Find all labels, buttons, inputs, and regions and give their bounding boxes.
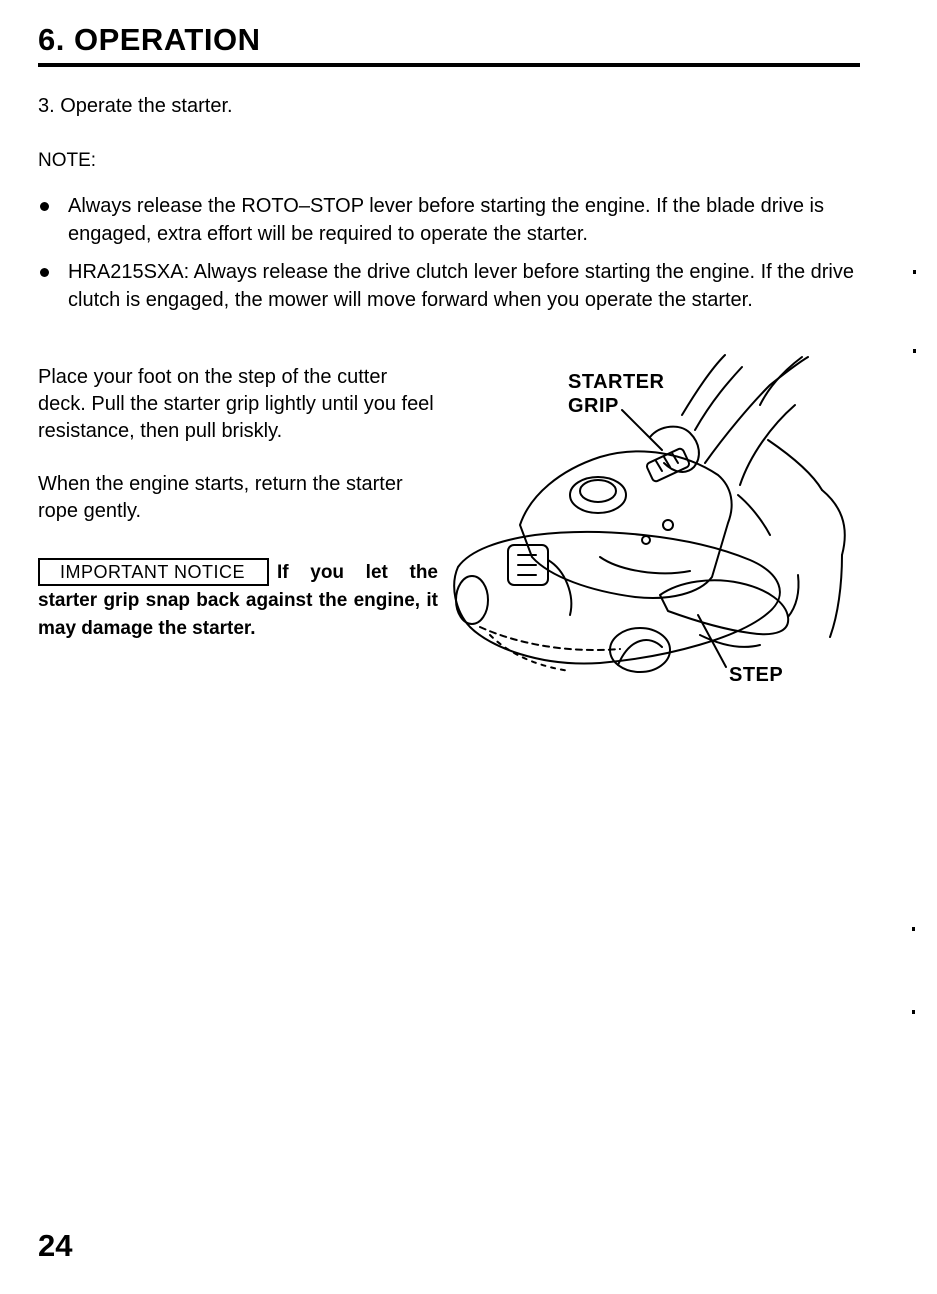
- scan-speck: [912, 1010, 915, 1014]
- bullet-icon: [40, 268, 49, 277]
- instruction-paragraph: Place your foot on the step of the cutter deck. Pull the starter grip lightly until you feel resistance, then pull briskly.: [38, 366, 434, 442]
- title-rule: [38, 63, 860, 67]
- callout-grip: GRIP: [568, 395, 619, 417]
- note-text: Always release the ROTO–STOP lever before starting the engine. If the blade drive is engaged, extra effort will be required to operate the starter.: [68, 195, 824, 245]
- important-notice-text: If you let the starter grip snap back against the engine, it may damage the starter.: [38, 562, 438, 639]
- important-notice: [38, 558, 438, 643]
- callout-starter: STARTER: [568, 371, 665, 393]
- foot-shape: [660, 580, 788, 634]
- note-list: [38, 192, 868, 324]
- mower-starting-illustration: [450, 345, 880, 695]
- scan-speck: [912, 927, 915, 931]
- note-item: [38, 192, 868, 248]
- important-notice-label: IMPORTANT NOTICE: [38, 558, 269, 586]
- mower-deck-shape: [454, 532, 780, 663]
- callout-step: STEP: [729, 664, 784, 686]
- grip-leader-line: [622, 410, 662, 450]
- instruction-paragraph: When the engine starts, return the starter rope gently.: [38, 473, 403, 522]
- note-text: HRA215SXA: Always release the drive clutch lever before starting the engine. If the drive clutch is engaged, the mower will move forward when you operate the starter.: [68, 261, 854, 311]
- step-instruction: 3. Operate the starter.: [38, 95, 233, 117]
- note-item: [38, 258, 868, 314]
- note-label: NOTE:: [38, 150, 97, 171]
- wheel-shape: [610, 628, 670, 672]
- engine-shape: [520, 451, 732, 598]
- section-title: 6. OPERATION: [38, 22, 261, 57]
- scan-speck: [913, 270, 916, 274]
- bullet-icon: [40, 202, 49, 211]
- page-number: 24: [38, 1228, 73, 1263]
- scan-speck: [913, 349, 916, 353]
